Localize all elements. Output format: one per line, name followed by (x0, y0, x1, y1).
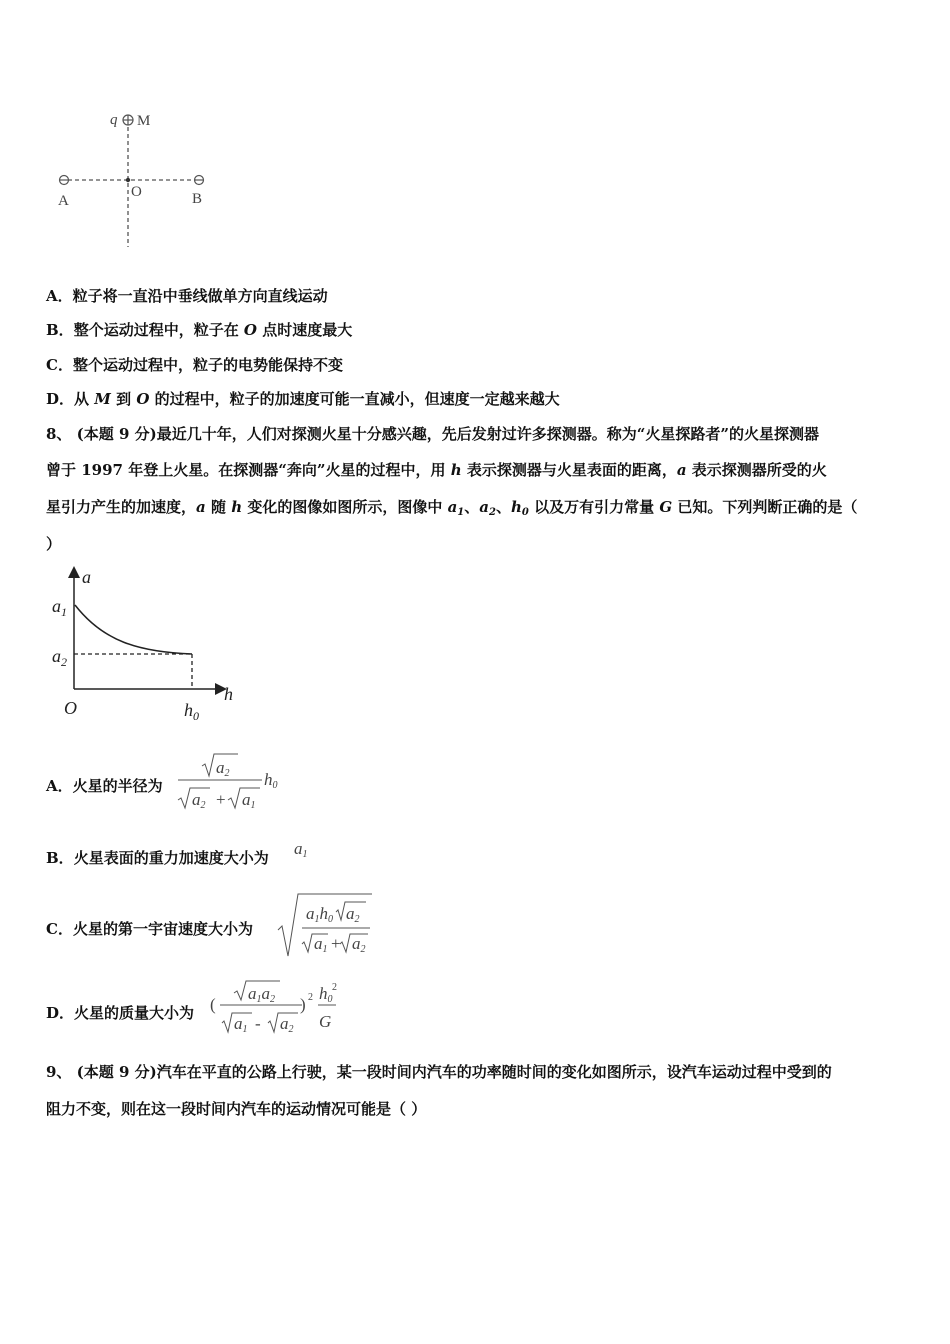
svg-text:+: + (331, 934, 341, 953)
q7-option-b: B．整个运动过程中，粒子在 O 点时速度最大 (46, 321, 353, 339)
h0-label: $h_0$ (184, 700, 199, 723)
svg-text:a1: a1 (234, 1014, 248, 1035)
label-o: O (131, 184, 142, 200)
formula-gravity (292, 837, 322, 867)
formula-radius (176, 748, 286, 814)
y-axis-label: a (82, 567, 91, 587)
q8-stem-line1: 8、 (本题 9 分)最近几十年，人们对探测火星十分感兴趣，先后发射过许多探测器。称为“火星探路者”的火星探测器 (46, 425, 820, 443)
q8-option-a: A．火星的半径为 (46, 777, 163, 795)
acceleration-height-graph (48, 563, 248, 728)
svg-text:a1h0: a1h0 (306, 904, 333, 925)
svg-text:G: G (319, 1012, 332, 1031)
formula-first-cosmic-velocity (276, 892, 376, 962)
q9-stem-line1: 9、 (本题 9 分)汽车在平直的公路上行驶，某一段时间内汽车的功率随时间的变化如图所示，设汽车运动过程中受到的 (46, 1063, 832, 1081)
svg-text:a1: a1 (314, 934, 328, 955)
a2-label: $a_2$ (52, 646, 67, 669)
q7-option-a: A．粒子将一直沿中垂线做单方向直线运动 (46, 287, 328, 305)
label-a: A (58, 193, 69, 209)
svg-text:a2: a2 (352, 934, 366, 955)
q8-stem-line2: 曾于 1997 年登上火星。在探测器“奔向”火星的过程中，用 h 表示探测器与火星表面的距离，a 表示探测器所受的火 (46, 461, 827, 479)
decay-curve (75, 605, 192, 654)
svg-text:2: 2 (332, 982, 337, 993)
q8-option-b: B．火星表面的重力加速度大小为 (46, 849, 269, 867)
svg-text:a1: a1 (242, 790, 256, 811)
a1-label: $a_1$ (52, 596, 67, 619)
q7-option-d: D．从 M 到 O 的过程中，粒子的加速度可能一直减小，但速度一定越来越大 (46, 390, 560, 408)
svg-text:+: + (216, 790, 226, 809)
q7-option-c: C．整个运动过程中，粒子的电势能保持不变 (46, 356, 343, 374)
q8-option-c: C．火星的第一宇宙速度大小为 (46, 920, 253, 938)
svg-text:): ) (300, 995, 306, 1014)
label-q: q (110, 112, 118, 128)
svg-text:2: 2 (308, 992, 313, 1003)
q8-stem-line4: ） (46, 535, 62, 553)
svg-text:a1: a1 (294, 839, 308, 860)
svg-text:a1a2: a1a2 (248, 984, 275, 1005)
svg-text:h0: h0 (264, 770, 278, 791)
q9-stem-line2: 阻力不变，则在这一段时间内汽车的运动情况可能是（ ） (46, 1100, 427, 1118)
formula-mass (208, 976, 343, 1040)
q8-stem-line3: 星引力产生的加速度，a 随 h 变化的图像如图所示，图像中 $a_1$、$a_2$、$h_0$ 以及万有引力常量 G 已知。下列判断正确的是（ (46, 498, 858, 518)
point-o-dot (126, 178, 130, 182)
svg-text:(: ( (210, 995, 216, 1014)
origin-label: O (64, 698, 77, 718)
svg-text:a2: a2 (192, 790, 206, 811)
svg-text:h0: h0 (319, 984, 333, 1005)
q8-option-d: D．火星的质量大小为 (46, 1004, 195, 1022)
charge-diagram (50, 105, 230, 255)
svg-text:a2: a2 (216, 758, 230, 779)
label-b: B (192, 191, 203, 207)
x-axis-label: h (224, 684, 233, 704)
svg-text:a2: a2 (346, 904, 360, 925)
svg-text:a2: a2 (280, 1014, 294, 1035)
label-m: M (137, 113, 151, 129)
svg-text:-: - (255, 1014, 261, 1033)
